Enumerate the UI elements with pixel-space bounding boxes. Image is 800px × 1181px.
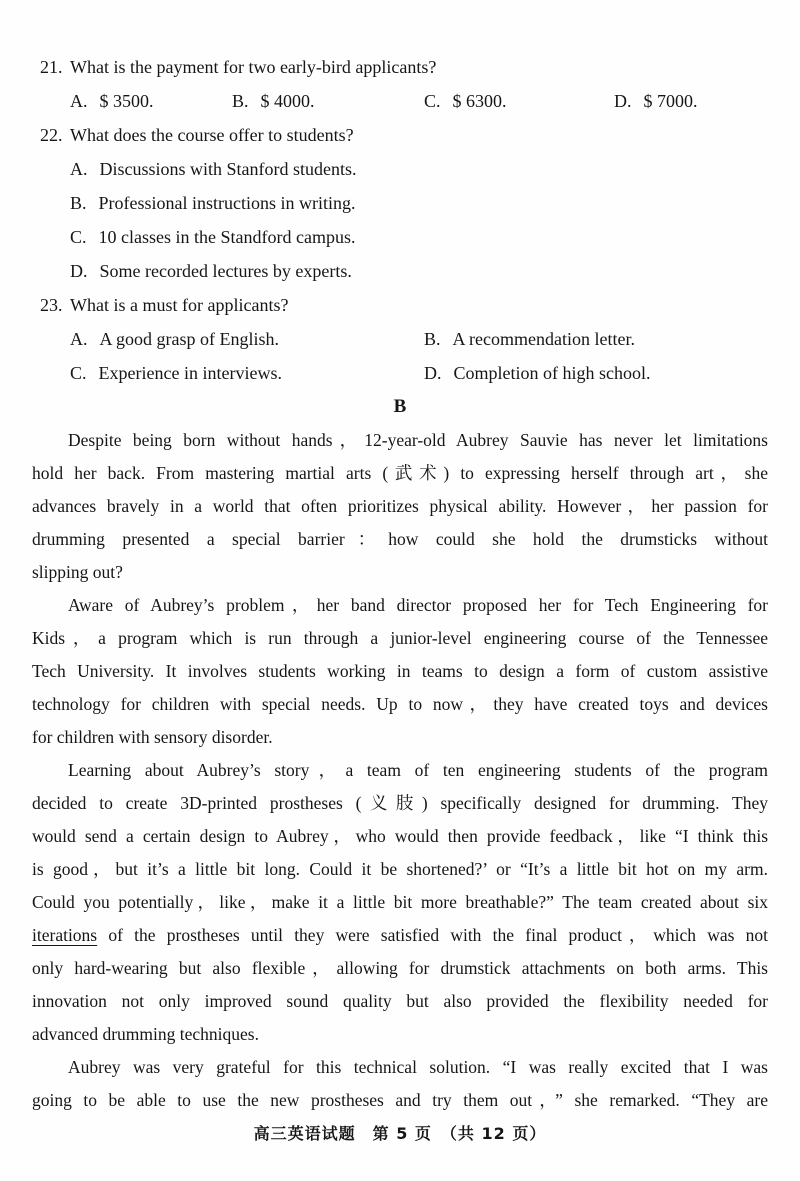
question-number: 22. [40, 125, 63, 145]
option-b [232, 84, 424, 118]
option-a [32, 152, 768, 186]
passage-line: is good，but it’s a little bit long. Could it be shortened?’ or “It’s a little bit hot on my arm. [32, 859, 768, 879]
passage-line: hold her back. From mastering martial arts (武术) to expressing herself through art，she [32, 463, 768, 483]
passage-line: only hard-wearing but also flexible，allowing for drumstick attachments on both arms. This [32, 958, 768, 978]
options-row [32, 322, 768, 356]
option-text: A good grasp of English. [99, 329, 279, 349]
option-a [70, 84, 232, 118]
question-line [32, 118, 768, 152]
section-b-header: B [393, 396, 407, 417]
question-21 [32, 50, 768, 118]
passage-line: decided to create 3D-printed prostheses (义肢) specifically designed for drumming. They [32, 793, 768, 813]
question-text: What is the payment for two early-bird applicants? [70, 57, 437, 77]
passage-line: advanced drumming techniques. [32, 1024, 259, 1044]
option-label: D. [614, 91, 632, 111]
passage-line: Aware of Aubrey’s problem，her band director proposed her for Tech Engineering for [68, 595, 768, 615]
passage-line: Could you potentially，like，make it a little bit more breathable?” The team created about six [32, 892, 768, 912]
passage-line: Tech University. It involves students working in teams to design a form of custom assistive [32, 661, 768, 681]
option-c [70, 356, 424, 390]
option-b [424, 322, 768, 356]
option-text: Professional instructions in writing. [98, 193, 356, 213]
options-row [32, 84, 768, 118]
option-text: Some recorded lectures by experts. [99, 261, 352, 281]
option-d [614, 84, 768, 118]
option-d [32, 254, 768, 288]
option-text: Experience in interviews. [98, 363, 282, 383]
passage-line: going to be able to use the new prostheses and try them out，” she remarked. “They are [32, 1090, 768, 1110]
passage-line: Learning about Aubrey’s story，a team of ten engineering students of the program [68, 760, 768, 780]
option-label: D. [424, 363, 442, 383]
option-text: $ 6300. [452, 91, 507, 111]
option-text: $ 3500. [99, 91, 154, 111]
option-label: A. [70, 91, 88, 111]
passage-line: advances bravely in a world that often prioritizes physical ability. However，her passion for [32, 496, 768, 516]
option-text: $ 7000. [643, 91, 698, 111]
option-d [424, 356, 768, 390]
question-line [32, 50, 768, 84]
page-footer: 高三英语试题 第 5 页 （共 12 页） [253, 1124, 547, 1143]
passage-line: Aubrey was very grateful for this technical solution. “I was really excited that I was [68, 1057, 768, 1077]
passage-line-with-underline [32, 919, 768, 952]
option-label: B. [70, 193, 87, 213]
option-c [32, 220, 768, 254]
option-c [424, 84, 614, 118]
underlined-word: iterations [32, 925, 98, 945]
option-text: Completion of high school. [453, 363, 651, 383]
passage-line: slipping out? [32, 562, 123, 582]
option-b [32, 186, 768, 220]
passage-line: innovation not only improved sound quality but also provided the flexibility needed for [32, 991, 768, 1011]
passage-line: for children with sensory disorder. [32, 727, 273, 747]
option-label: C. [424, 91, 441, 111]
passage-line: would send a certain design to Aubrey，who would then provide feedback，like “I think this [32, 826, 768, 846]
reading-passage [32, 424, 768, 1117]
option-label: C. [70, 363, 87, 383]
option-label: C. [70, 227, 87, 247]
passage-line: technology for children with special needs. Up to now，they have created toys and devices [32, 694, 768, 714]
question-text: What is a must for applicants? [70, 295, 289, 315]
question-text: What does the course offer to students? [70, 125, 354, 145]
question-22 [32, 118, 768, 288]
question-23 [32, 288, 768, 390]
option-text: A recommendation letter. [452, 329, 635, 349]
passage-line: Despite being born without hands，12-year-old Aubrey Sauvie has never let limitations [68, 430, 768, 450]
question-number: 21. [40, 57, 63, 77]
option-text: Discussions with Stanford students. [99, 159, 357, 179]
passage-line: drumming presented a special barrier：how could she hold the drumsticks without [32, 529, 768, 549]
question-number: 23. [40, 295, 63, 315]
option-label: D. [70, 261, 88, 281]
passage-line: Kids，a program which is run through a junior-level engineering course of the Tennessee [32, 628, 768, 648]
option-label: A. [70, 329, 88, 349]
option-text: $ 4000. [260, 91, 315, 111]
options-row [32, 356, 768, 390]
option-label: B. [232, 91, 249, 111]
option-text: 10 classes in the Standford campus. [98, 227, 356, 247]
passage-line-rest: of the prostheses until they were satisfied with the final product，which was not [97, 925, 768, 945]
question-line [32, 288, 768, 322]
option-label: B. [424, 329, 441, 349]
option-a [70, 322, 424, 356]
option-label: A. [70, 159, 88, 179]
